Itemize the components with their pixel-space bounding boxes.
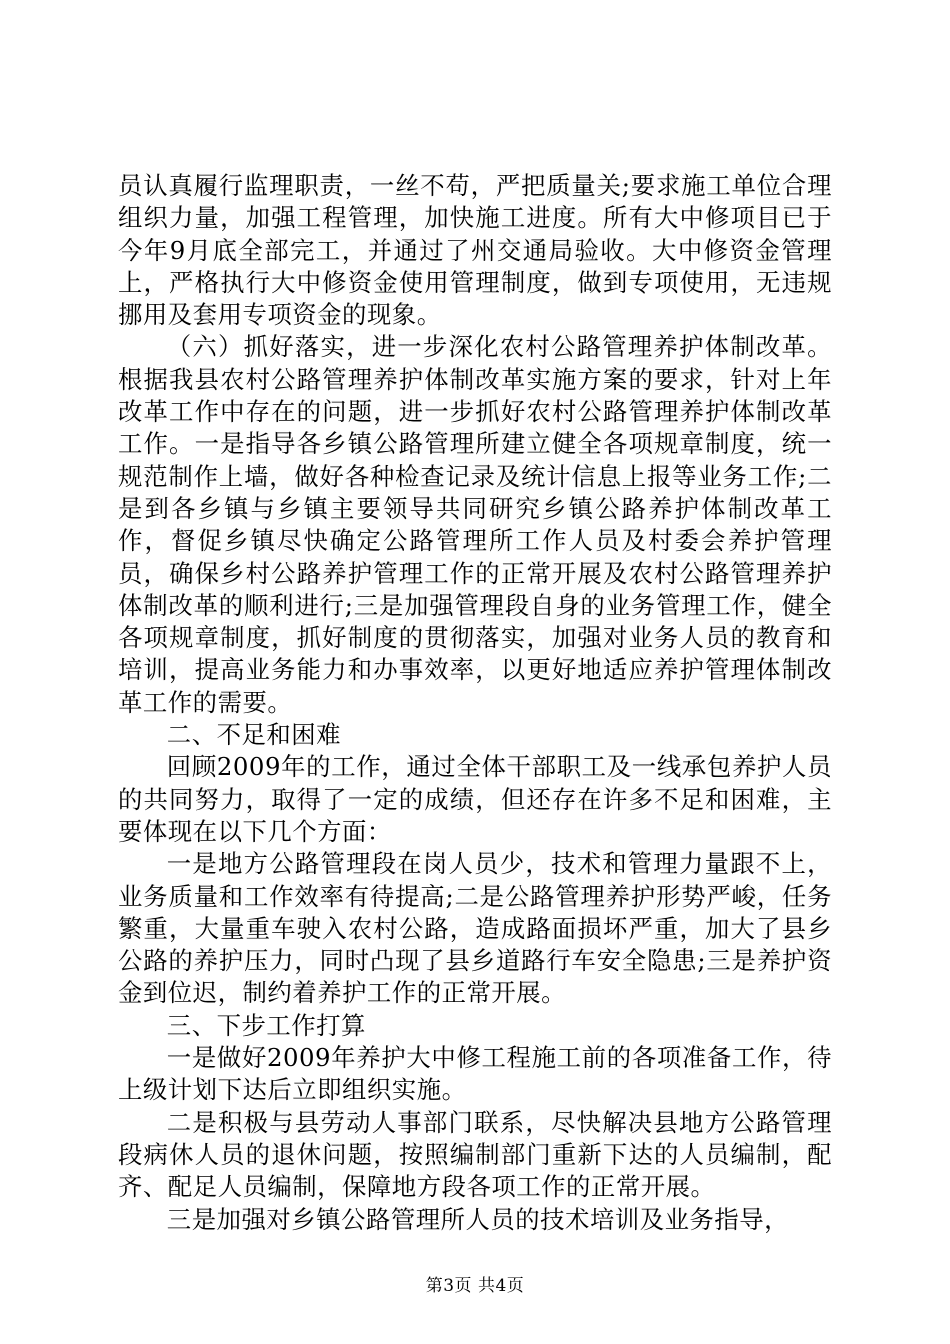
- heading-shortcomings: 二、不足和困难: [166, 720, 342, 750]
- paragraph-problems: 一是地方公路管理段在岗人员少，技术和管理力量跟不上，业务质量和工作效率有待提高;二是公路管理养护形势严峻，任务繁重，大量重车驶入农村公路，造成路面损坏严重，加大了县乡公路的养护压力，同时凸现了县乡道路行车安全隐患;三是养护资金到位迟，制约着养护工作的正常开展。: [118, 849, 832, 1008]
- paragraph-plan-two: 二是积极与县劳动人事部门联系，尽快解决县地方公路管理段病休人员的退休问题，按照编制部门重新下达的人员编制，配齐、配足人员编制，保障地方段各项工作的正常开展。: [118, 1107, 832, 1202]
- paragraph-continuation: 员认真履行监理职责，一丝不苟，严把质量关;要求施工单位合理组织力量，加强工程管理，加快施工进度。所有大中修项目已于今年9月底全部完工，并通过了州交通局验收。大中修资金管理上，严格执行大中修资金使用管理制度，做到专项使用，无违规挪用及套用专项资金的现象。: [118, 171, 832, 330]
- paragraph-review: 回顾2009年的工作，通过全体干部职工及一线承包养护人员的共同努力，取得了一定的成绩，但还存在许多不足和困难，主要体现在以下几个方面：: [118, 752, 832, 846]
- page-footer: 第3页 共4页: [425, 1276, 525, 1296]
- document-body: [118, 170, 832, 1236]
- paragraph-plan-three: 三是加强对乡镇公路管理所人员的技术培训及业务指导，: [166, 1204, 790, 1234]
- paragraph-plan-one: 一是做好2009年养护大中修工程施工前的各项准备工作，待上级计划下达后立即组织实施。: [118, 1043, 832, 1105]
- heading-next-steps: 三、下步工作打算: [166, 1010, 366, 1040]
- paragraph-section-six: （六）抓好落实，进一步深化农村公路管理养护体制改革。根据我县农村公路管理养护体制改革实施方案的要求，针对上年改革工作中存在的问题，进一步抓好农村公路管理养护体制改革工作。一是指导各乡镇公路管理所建立健全各项规章制度，统一规范制作上墙，做好各种检查记录及统计信息上报等业务工作;二是到各乡镇与乡镇主要领导共同研究乡镇公路养护体制改革工作，督促乡镇尽快确定公路管理所工作人员及村委会养护管理员，确保乡村公路养护管理工作的正常开展及农村公路管理养护体制改革的顺利进行;三是加强管理段自身的业务管理工作，健全各项规章制度，抓好制度的贯彻落实，加强对业务人员的教育和培训，提高业务能力和办事效率，以更好地适应养护管理体制改革工作的需要。: [118, 332, 832, 717]
